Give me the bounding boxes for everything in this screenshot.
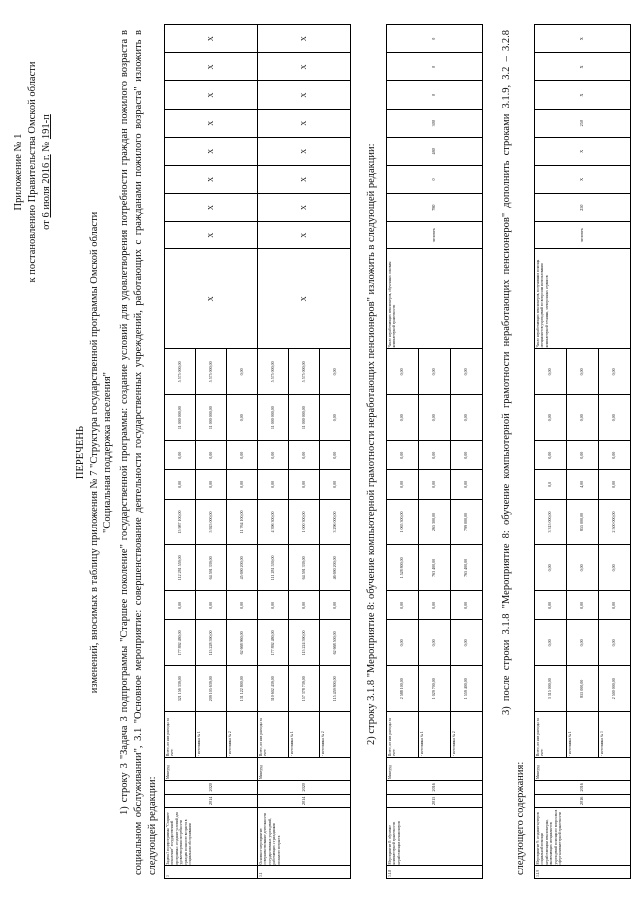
amount-cell: 11 764 100,00: [227, 499, 258, 545]
table-3: [534, 24, 631, 879]
amount-cell: 0,00: [387, 591, 419, 620]
amount-cell: 0,00: [451, 441, 483, 470]
appendix-header: [12, 22, 54, 322]
amount-cell: 45 690 200,00: [227, 545, 258, 591]
amount-cell: 0,00: [227, 470, 258, 499]
funding-source-label: - источника № 1: [289, 712, 320, 758]
year-start: 2014: [165, 794, 258, 808]
amount-cell: 0,00: [227, 591, 258, 620]
paragraph-3: 3) после строки 3.1.8 "Мероприятие 8: обучение компьютерной грамотности неработающих пенсионеров" дополнить строками 3.1.9, 3.2 – 3.2.8 следующего содержания:: [501, 30, 526, 875]
amount-cell: 0,00: [227, 441, 258, 470]
amount-cell: 0,00: [567, 441, 599, 470]
amount-cell: 112 281 559,00: [165, 545, 196, 591]
amount-cell: 0,00: [419, 591, 451, 620]
funding-source-label: - источника № 1: [567, 712, 599, 758]
year-end: 2016: [387, 781, 483, 795]
amount-cell: 0,00: [599, 441, 631, 470]
amount-cell: 0,0: [535, 470, 567, 499]
funding-source-label: Всего, из них расходы за счет:: [258, 712, 289, 758]
amount-cell: 0,00: [258, 441, 289, 470]
amount-cell: 5 925 000,00: [196, 499, 227, 545]
amount-cell: 0,00: [599, 395, 631, 441]
amount-cell: 0,00: [419, 470, 451, 499]
amount-cell: 11 000 000,00: [258, 395, 289, 441]
amount-cell: 4 396 300,00: [258, 499, 289, 545]
amount-cell: 111 281 559,00: [258, 545, 289, 591]
paragraph-1: 1) строку 3 "Задача 3 подпрограммы "Старшее поколение" государственной программы: создание условий для удовлетворения потребности граждан пожилого возраста в социальном обслуживании", 3.1 "Основное мероприятие: совершенствование деятельности государственных учреждений, работающих с гражданами пожилого возраста" изложить в следующей редакции:: [119, 30, 158, 875]
document-subtitle-line2: "Социальная поддержка населения": [102, 372, 113, 533]
amount-cell: 0,00: [419, 441, 451, 470]
amount-cell: 0,00: [196, 441, 227, 470]
funding-source-label: - источника № 2: [320, 712, 351, 758]
amount-cell: 115 224 590,00: [289, 620, 320, 666]
amount-cell: 855 000,00: [567, 499, 599, 545]
funding-source-label: - источника № 2: [227, 712, 258, 758]
amount-cell: 0,00: [599, 545, 631, 591]
amount-cell: 0,00: [451, 620, 483, 666]
amount-cell: 157 378 739,00: [289, 666, 320, 712]
indicator-value: 0: [387, 53, 483, 81]
row-number: 3: [165, 866, 258, 879]
amount-cell: 1 559 400,00: [451, 666, 483, 712]
funding-source-label: - источника № 2: [451, 712, 483, 758]
amount-cell: 64 591 339,00: [196, 545, 227, 591]
indicator-value: X: [535, 165, 631, 193]
appendix-date-line: [40, 22, 54, 322]
amount-cell: 5 575 000,00: [289, 349, 320, 395]
amount-cell: 0,00: [535, 349, 567, 395]
indicator-value: 780: [387, 194, 483, 222]
funding-source-label: - источника № 3: [599, 712, 631, 758]
funding-source-label: - источника № 1: [196, 712, 227, 758]
indicator-value: 250: [535, 109, 631, 137]
amount-cell: 0,00: [320, 441, 351, 470]
amount-cell: 0,00: [567, 620, 599, 666]
year-start: 2014: [258, 794, 351, 808]
amount-cell: 64 591 339,00: [289, 545, 320, 591]
appendix-number: 191-п: [41, 114, 52, 140]
amount-cell: 4,00: [567, 470, 599, 499]
amount-cell: 2 500 000,00: [599, 499, 631, 545]
indicator-value: 480: [387, 137, 483, 165]
executor: Минтруд: [165, 758, 258, 781]
year-start: 2015: [387, 794, 483, 808]
indicator-value: 0: [387, 81, 483, 109]
number-prefix: №: [41, 141, 52, 152]
indicator-unit: человек: [535, 222, 631, 249]
amount-cell: 0,00: [165, 470, 196, 499]
amount-cell: 209 105 639,00: [196, 666, 227, 712]
amount-cell: 2 588 100,00: [387, 666, 419, 712]
amount-cell: 1 528 800,00: [387, 545, 419, 591]
table-row: [258, 25, 289, 879]
amount-cell: 62 668 960,00: [227, 620, 258, 666]
indicator-value: 0: [387, 25, 483, 53]
amount-cell: 0,00: [419, 395, 451, 441]
row-number: 3.1.9: [535, 866, 631, 879]
value-placeholder: X: [258, 25, 351, 53]
appendix-line1: Приложение № 1: [13, 133, 24, 211]
row-name: Задача 3 подпрограммы "Старшее поколение" государственной программы: создание условий для удовлетворения потребности граждан пожилого возраста в социальном обслуживании: [165, 808, 258, 866]
year-end: 2020: [258, 781, 351, 795]
amount-cell: 177 892 480,00: [258, 620, 289, 666]
value-placeholder: X: [258, 53, 351, 81]
table-row: [535, 25, 567, 879]
amount-cell: 0,00: [289, 441, 320, 470]
amount-cell: 131 122 800,00: [227, 666, 258, 712]
row-name: Мероприятие 9: создание центров социальной помощи неработающим пенсионерам, включающих специалистов учреждений помощи по вопросам в сфере компьютерной грамотности: [535, 808, 631, 866]
funding-source-label: Всего, из них расходы за счет:: [165, 712, 196, 758]
indicator-value: X: [535, 137, 631, 165]
year-end: 2016: [535, 781, 631, 795]
amount-cell: 0,00: [320, 395, 351, 441]
amount-cell: 0,00: [599, 620, 631, 666]
amount-cell: 5 575 000,00: [258, 349, 289, 395]
amount-cell: 265 300,00: [419, 499, 451, 545]
amount-cell: 115 228 590,00: [196, 620, 227, 666]
amount-cell: 0,00: [227, 349, 258, 395]
year-start: 2016: [535, 794, 631, 808]
row-number: 3.1: [258, 866, 351, 879]
funding-source-label: - источника № 1: [419, 712, 451, 758]
amount-cell: 1 065 300,00: [387, 499, 419, 545]
amount-cell: 0,00: [196, 591, 227, 620]
amount-cell: 0,00: [289, 470, 320, 499]
value-placeholder: X: [165, 137, 258, 165]
amount-cell: 1 029 700,00: [419, 666, 451, 712]
amount-cell: 0,00: [535, 395, 567, 441]
amount-cell: 2 500 000,00: [599, 666, 631, 712]
executor: Минтруд: [258, 758, 351, 781]
amount-cell: 0,00: [419, 620, 451, 666]
indicator-name: Число неработающих пенсионеров, получивших помощь специалистов учреждений по вопросам использования компьютерной техники, электронных сервисов: [535, 249, 631, 349]
value-placeholder: X: [258, 81, 351, 109]
amount-cell: 46 690 200,00: [320, 545, 351, 591]
amount-cell: 0,00: [387, 395, 419, 441]
amount-cell: 0,00: [535, 591, 567, 620]
amount-cell: 0,00: [599, 591, 631, 620]
amount-cell: 3 315 000,00: [535, 499, 567, 545]
amount-cell: 0,00: [419, 349, 451, 395]
amount-cell: 11 000 000,00: [196, 395, 227, 441]
amount-cell: 0,00: [258, 470, 289, 499]
document-title: ПЕРЕЧЕНЬ: [75, 425, 86, 480]
amount-cell: 0,00: [535, 620, 567, 666]
table-row: [165, 25, 196, 879]
amount-cell: 0,00: [320, 591, 351, 620]
amount-cell: 0,00: [567, 349, 599, 395]
indicator-value: X: [535, 25, 631, 53]
funding-source-label: Всего, из них расходы за счет:: [387, 712, 419, 758]
amount-cell: 855 000,00: [567, 666, 599, 712]
amount-cell: 0,00: [535, 441, 567, 470]
value-placeholder: X: [258, 137, 351, 165]
amount-cell: 0,00: [196, 470, 227, 499]
indicator-placeholder: X: [258, 249, 351, 349]
amount-cell: 0,00: [387, 620, 419, 666]
amount-cell: 0,00: [535, 545, 567, 591]
executor: Минтруд: [535, 758, 631, 781]
table-2: [386, 24, 483, 879]
value-placeholder: X: [258, 194, 351, 222]
table-row: [387, 25, 419, 879]
value-placeholder: X: [258, 165, 351, 193]
indicator-placeholder: X: [165, 249, 258, 349]
amount-cell: 0,00: [451, 395, 483, 441]
amount-cell: 115 459 800,00: [320, 666, 351, 712]
amount-cell: 177 892 480,00: [165, 620, 196, 666]
amount-cell: 0,00: [320, 470, 351, 499]
amount-cell: 0,00: [320, 349, 351, 395]
amount-cell: 0,00: [567, 591, 599, 620]
amount-cell: 11 000 000,00: [289, 395, 320, 441]
amount-cell: 0,00: [258, 591, 289, 620]
row-number: 3.1.8: [387, 866, 483, 879]
value-placeholder: X: [165, 25, 258, 53]
row-name: Основное мероприятие: совершенствование деятельности государственных учреждений, работающих с гражданами пожилого возраста: [258, 808, 351, 866]
amount-cell: 5 575 000,00: [165, 349, 196, 395]
amount-cell: 0,00: [165, 441, 196, 470]
amount-cell: 0,00: [451, 470, 483, 499]
date-prefix: от: [41, 220, 52, 230]
amount-cell: 15 987 100,00: [165, 499, 196, 545]
amount-cell: 799 000,00: [451, 499, 483, 545]
value-placeholder: X: [165, 109, 258, 137]
funding-source-label: Всего, из них расходы за счет:: [535, 712, 567, 758]
amount-cell: 321 156 339,00: [165, 666, 196, 712]
amount-cell: 1 000 300,00: [289, 499, 320, 545]
value-placeholder: X: [258, 109, 351, 137]
value-placeholder: X: [165, 165, 258, 193]
amount-cell: 310 602 439,00: [258, 666, 289, 712]
amount-cell: 5 575 000,00: [196, 349, 227, 395]
amount-cell: 0,00: [165, 591, 196, 620]
amount-cell: 0,00: [387, 441, 419, 470]
value-placeholder: X: [165, 81, 258, 109]
amount-cell: 0,00: [599, 470, 631, 499]
indicator-unit: человек: [387, 222, 483, 249]
amount-cell: 765 400,00: [451, 545, 483, 591]
amount-cell: 0,00: [451, 591, 483, 620]
amount-cell: 11 000 000,00: [165, 395, 196, 441]
row-name: Мероприятие 8: обучение компьютерной грамотности неработающих пенсионеров: [387, 808, 483, 866]
indicator-name: Число неработающих пенсионеров, обученных основам компьютерной грамотности: [387, 249, 483, 349]
executor: Минтруд: [387, 758, 483, 781]
amount-cell: 0,00: [567, 545, 599, 591]
amount-cell: 0,00: [387, 470, 419, 499]
amount-cell: 62 668 500,00: [320, 620, 351, 666]
amount-cell: 763 400,00: [419, 545, 451, 591]
indicator-value: 250: [535, 194, 631, 222]
value-placeholder: X: [165, 194, 258, 222]
indicator-value: 300: [387, 109, 483, 137]
year-end: 2020: [165, 781, 258, 795]
table-1: [164, 24, 351, 879]
appendix-date: 6 июля 2016 г.: [41, 154, 52, 218]
amount-cell: 0,00: [567, 395, 599, 441]
amount-cell: 0,00: [227, 395, 258, 441]
appendix-line2: к постановлению Правительства Омской области: [27, 61, 38, 283]
unit-placeholder: X: [165, 222, 258, 249]
amount-cell: 3 296 000,00: [320, 499, 351, 545]
value-placeholder: X: [165, 53, 258, 81]
amount-cell: 3 315 000,00: [535, 666, 567, 712]
amount-cell: 0,00: [599, 349, 631, 395]
amount-cell: 0,00: [387, 349, 419, 395]
document-subtitle-line1: изменений, вносимых в таблицу приложения № 7 "Структура государственной программы Омской области: [89, 211, 100, 694]
amount-cell: 0,00: [451, 349, 483, 395]
amount-cell: 0,00: [289, 591, 320, 620]
indicator-value: X: [535, 81, 631, 109]
paragraph-2: 2) строку 3.1.8 "Мероприятие 8: обучение компьютерной грамотности неработающих пенсионеров" изложить в следующей редакции:: [366, 143, 377, 745]
unit-placeholder: X: [258, 222, 351, 249]
indicator-value: 0: [387, 165, 483, 193]
indicator-value: X: [535, 53, 631, 81]
